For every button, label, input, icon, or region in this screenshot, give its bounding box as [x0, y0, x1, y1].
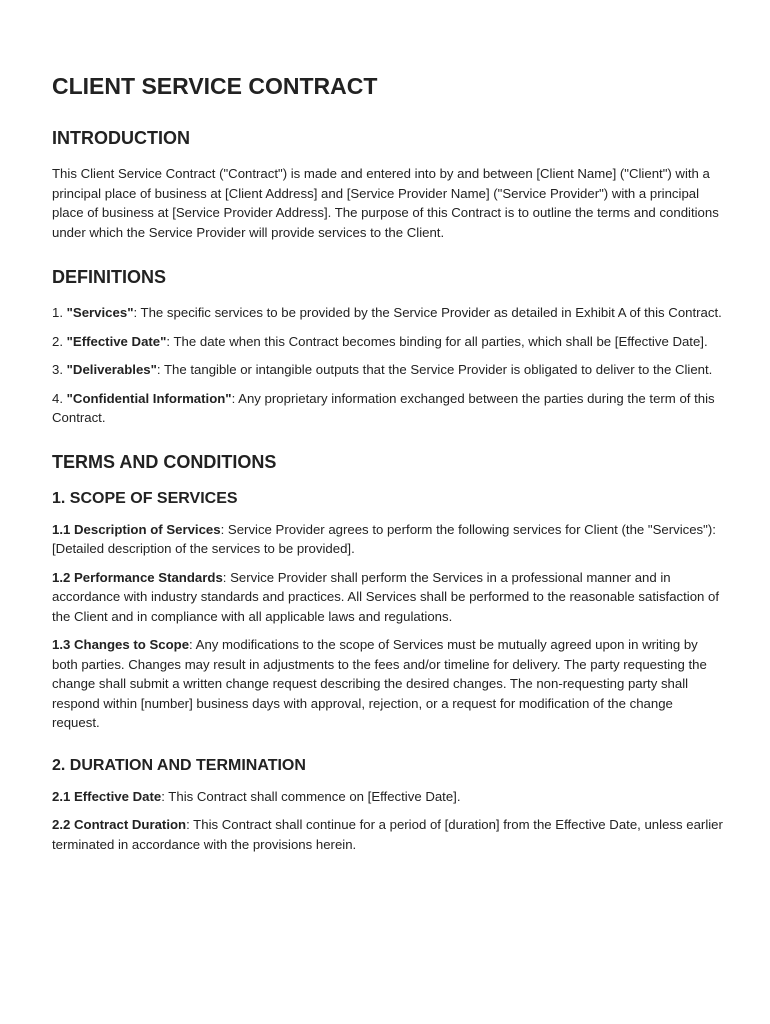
definition-item: 3. "Deliverables": The tangible or intangible outputs that the Service Provider is obligated to deliver to the Client.: [52, 362, 713, 377]
duration-heading: 2. DURATION AND TERMINATION: [52, 756, 306, 774]
scope-heading: 1. SCOPE OF SERVICES: [52, 489, 238, 507]
definition-item: 1. "Services": The specific services to be provided by the Service Provider as detailed in Exhibit A of this Contract.: [52, 305, 722, 320]
definitions-list: [52, 303, 724, 428]
clause: 2.1 Effective Date: This Contract shall commence on [Effective Date].: [52, 788, 461, 804]
clause-label: 1.3 Changes to Scope: [52, 637, 190, 652]
definition-term: "Services": [66, 305, 134, 320]
definition-term: "Deliverables": [66, 362, 157, 377]
definition-term: "Confidential Information": [66, 390, 232, 406]
clause: 1.1 Description of Services: Service Provider agrees to perform the following services for Client (the "Services"): [Detailed description of the services to be provided].: [52, 521, 716, 556]
introduction-paragraph: This Client Service Contract ("Contract") is made and entered into by and between [Client Name] ("Client") with a principal place of business at [Client Address] and [Service Provider Name] ("Service Provider") with a principal place of business at [Service Provider Address]. The purpose of this Contract is to outline the terms and conditions under which the Service Provider will provide services to the Client.: [52, 166, 719, 240]
clause: 2.2 Contract Duration: This Contract shall continue for a period of [duration] from the Effective Date, unless earlier terminated in accordance with the provisions herein.: [52, 817, 723, 852]
scope-clauses: [52, 520, 724, 733]
introduction-heading: INTRODUCTION: [52, 128, 190, 148]
definition-term: "Effective Date": [66, 333, 167, 349]
definition-item: 4. "Confidential Information": Any proprietary information exchanged between the parties during the term of this Contract.: [52, 390, 715, 425]
duration-clauses: [52, 787, 724, 855]
terms-heading: TERMS AND CONDITIONS: [52, 451, 277, 472]
clause-label: 2.2 Contract Duration: [52, 817, 187, 832]
document-page: [52, 72, 724, 876]
clause: 1.3 Changes to Scope: Any modifications to the scope of Services must be mutually agreed upon in writing by both parties. Changes may result in adjustments to the fees and/or timeline for delivery. The party requesting the change shall submit a written change request describing the desired changes. The non-requesting party shall respond within [number] business days with approval, rejection, or a request for modification of the change request.: [52, 637, 707, 730]
clause: 1.2 Performance Standards: Service Provider shall perform the Services in a professional manner and in accordance with industry standards and practices. All Services shall be performed to the reasonable satisfaction of the Client and in compliance with all applicable laws and regulations.: [52, 569, 720, 624]
clause-label: 1.2 Performance Standards: [52, 569, 223, 585]
clause-label: 1.1 Description of Services: [52, 521, 221, 537]
definition-item: 2. "Effective Date": The date when this Contract becomes binding for all parties, which shall be [Effective Date].: [52, 333, 708, 349]
definitions-heading: DEFINITIONS: [52, 267, 167, 287]
clause-label: 2.1 Effective Date: [52, 788, 162, 804]
document-title: CLIENT SERVICE CONTRACT: [52, 73, 378, 99]
